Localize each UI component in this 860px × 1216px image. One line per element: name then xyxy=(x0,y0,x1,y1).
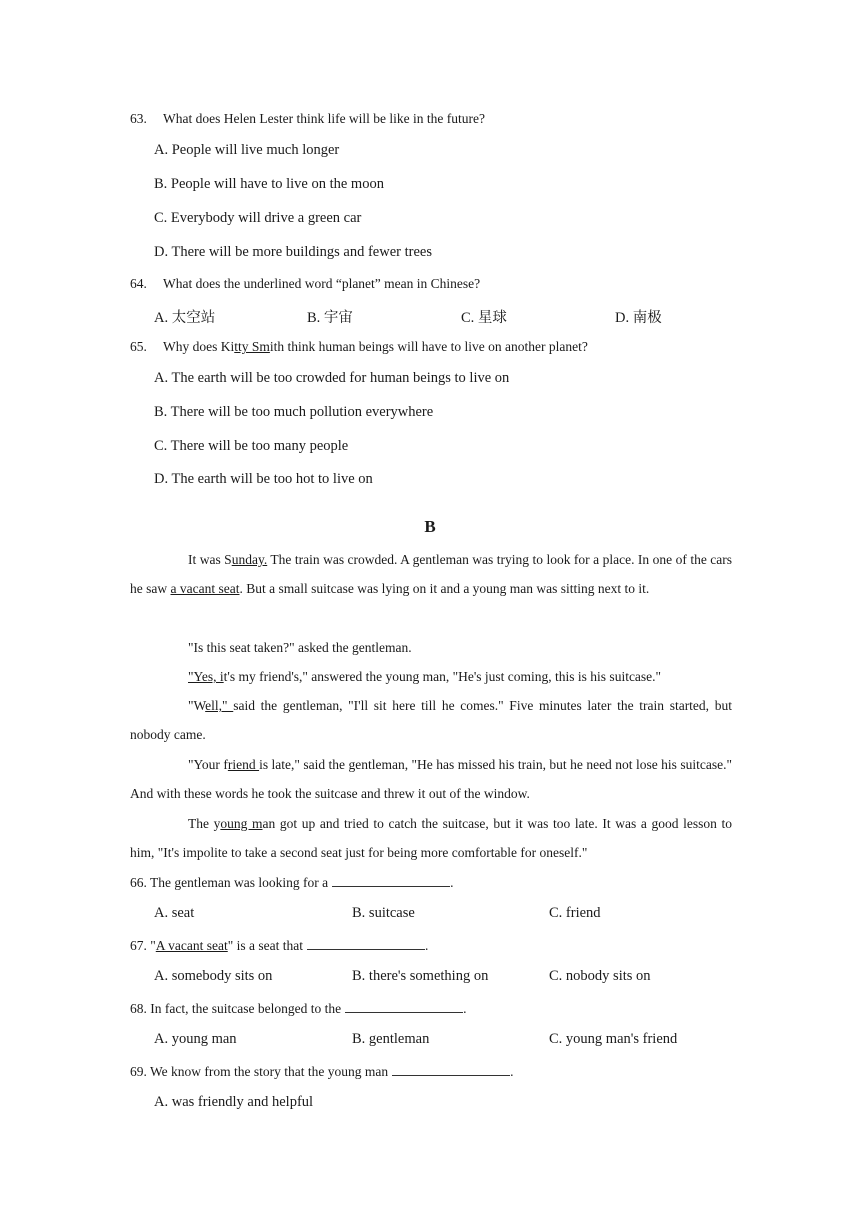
option-63-b: B. People will have to live on the moon xyxy=(154,176,384,192)
option-67-c: C. nobody sits on xyxy=(549,968,651,984)
text: an got up and tried to catch the suitcase, but it was too late. It was a good lesson to him, "It's impolite to take a second seat just for being more comfortable for oneself." xyxy=(130,816,732,861)
question-text: " is a seat that xyxy=(227,938,303,953)
question-text: 67. " xyxy=(130,938,156,953)
option-65-c: C. There will be too many people xyxy=(154,438,349,454)
question-63 xyxy=(130,111,485,127)
text: is late," said the gentleman, "He has missed his train, but he need not lose his suitcase." And with these words he took the suitcase and threw it out of the window. xyxy=(130,757,732,802)
option-64-a: A. 太空站 xyxy=(154,310,216,326)
option-66-b: B. suitcase xyxy=(352,905,415,921)
option-65-b: B. There will be too much pollution everywhere xyxy=(154,404,434,420)
period: . xyxy=(463,1001,467,1016)
question-66 xyxy=(130,874,453,891)
option-63-a: A. People will live much longer xyxy=(154,142,340,158)
underlined-text: oung m xyxy=(220,816,263,831)
option-67-a: A. somebody sits on xyxy=(154,968,273,984)
option-68-a: A. young man xyxy=(154,1031,237,1047)
question-text-post: ith think human beings will have to live on another planet? xyxy=(269,339,588,354)
passage-paragraph-6 xyxy=(130,809,732,868)
underlined-text: ell," xyxy=(205,698,234,713)
passage-paragraph-4 xyxy=(130,691,732,750)
underlined-text: unday. xyxy=(231,552,268,567)
underlined-text: "Yes, i xyxy=(188,669,224,684)
passage-paragraph-3 xyxy=(130,662,732,691)
question-68 xyxy=(130,1000,466,1017)
answer-blank[interactable] xyxy=(345,1000,463,1013)
question-67 xyxy=(130,937,428,954)
question-69 xyxy=(130,1063,514,1080)
question-65 xyxy=(130,339,588,355)
option-66-c: C. friend xyxy=(549,905,601,921)
text: The y xyxy=(188,816,221,831)
question-text: 68. In fact, the suitcase belonged to the xyxy=(130,1001,342,1016)
question-text-underlined: tty Sm xyxy=(234,339,270,354)
option-64-b: B. 宇宙 xyxy=(307,310,353,326)
text: said the gentleman, "I'll sit here till he comes." Five minutes later the train started, but nobody came. xyxy=(130,698,732,743)
underlined-text: A vacant seat xyxy=(155,938,228,953)
option-68-b: B. gentleman xyxy=(352,1031,430,1047)
text: t's my friend's," answered the young man, "He's just coming, this is his suitcase." xyxy=(223,669,662,684)
option-65-a: A. The earth will be too crowded for human beings to live on xyxy=(154,370,510,386)
passage-paragraph-2: "Is this seat taken?" asked the gentleman. xyxy=(188,640,412,655)
question-64 xyxy=(130,276,480,292)
option-63-d: D. There will be more buildings and fewer trees xyxy=(154,244,432,260)
option-66-a: A. seat xyxy=(154,905,195,921)
text: "W xyxy=(188,698,206,713)
question-text: What does Helen Lester think life will be like in the future? xyxy=(163,111,486,126)
passage-paragraph-1 xyxy=(130,545,732,604)
text: It was S xyxy=(188,552,232,567)
question-text: 66. The gentleman was looking for a xyxy=(130,875,329,890)
passage-paragraph-5 xyxy=(130,750,732,809)
text: "Your f xyxy=(188,757,228,772)
underlined-text: a vacant seat xyxy=(170,581,240,597)
option-65-d: D. The earth will be too hot to live on xyxy=(154,471,373,487)
text: The train was crowded. A gentleman was trying to look for a place. In one of the cars he saw xyxy=(130,552,733,597)
question-number: 63. xyxy=(130,111,147,126)
option-63-c: C. Everybody will drive a green car xyxy=(154,210,362,226)
question-text-pre: Why does Ki xyxy=(163,339,235,354)
question-text: What does the underlined word “planet” mean in Chinese? xyxy=(163,276,481,291)
answer-blank[interactable] xyxy=(332,874,450,887)
underlined-text: riend xyxy=(227,757,260,772)
option-69-a: A. was friendly and helpful xyxy=(154,1094,314,1110)
question-number: 64. xyxy=(130,276,147,291)
answer-blank[interactable] xyxy=(307,937,425,950)
option-64-d: D. 南极 xyxy=(615,310,662,326)
option-68-c: C. young man's friend xyxy=(549,1031,678,1047)
question-text: 69. We know from the story that the young man xyxy=(130,1064,389,1079)
period: . xyxy=(425,938,429,953)
option-64-c: C. 星球 xyxy=(461,310,507,326)
period: . xyxy=(510,1064,514,1079)
period: . xyxy=(450,875,454,890)
section-heading: B xyxy=(424,517,436,536)
question-number: 65. xyxy=(130,339,147,354)
answer-blank[interactable] xyxy=(392,1063,510,1076)
option-67-b: B. there's something on xyxy=(352,968,489,984)
text: . But a small suitcase was lying on it and a young man was sitting next to it. xyxy=(239,581,650,597)
